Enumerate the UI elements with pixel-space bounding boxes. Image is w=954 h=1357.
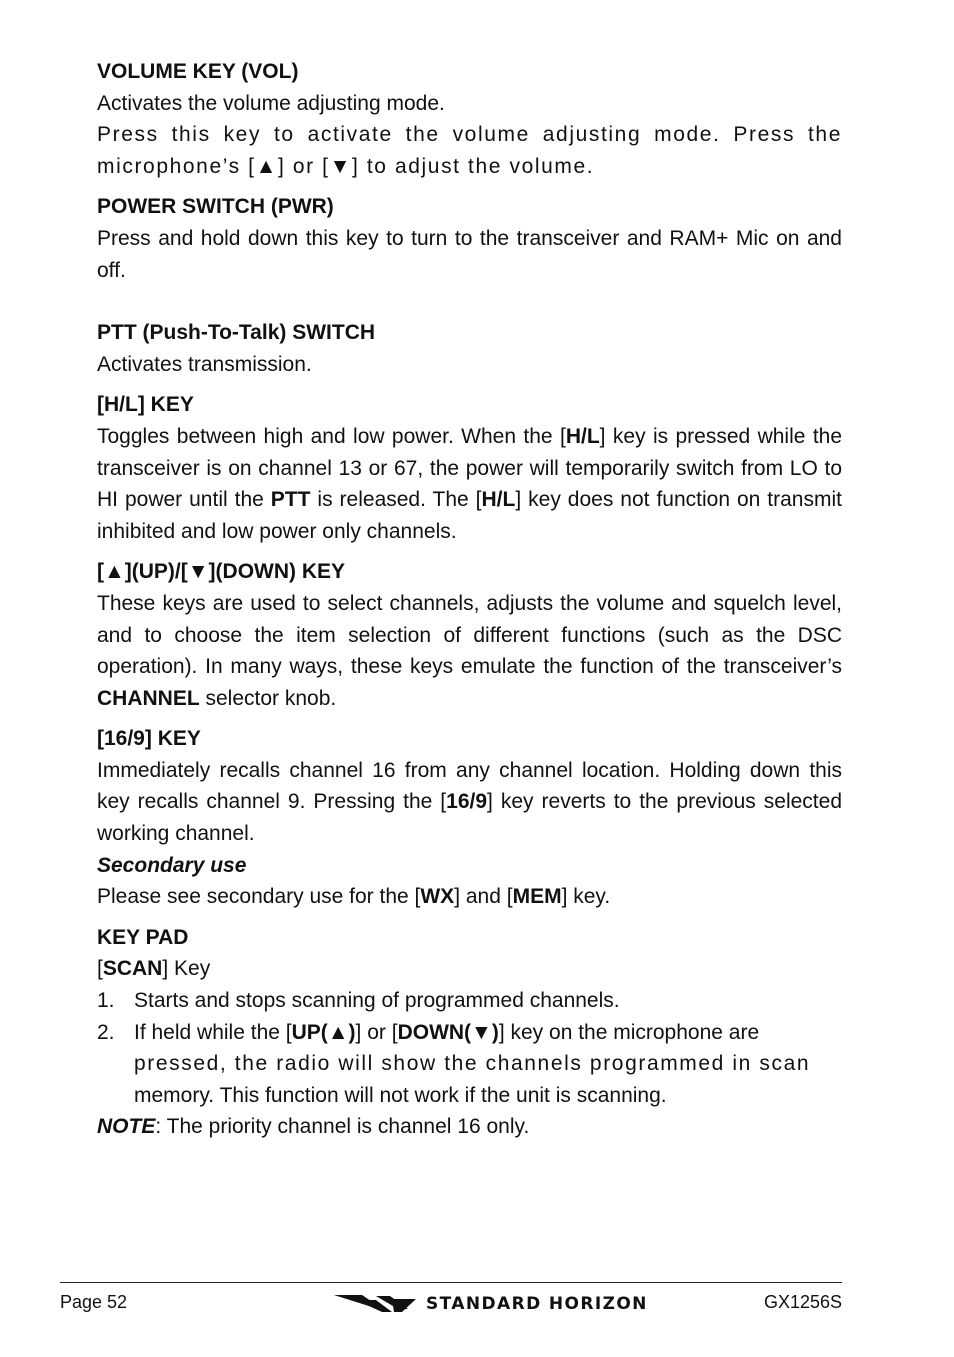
page-number: Page 52 [60, 1292, 128, 1312]
text-run: ] Key [162, 957, 211, 981]
heading-power-switch: POWER SWITCH (PWR) [97, 195, 334, 219]
section-key-pad [97, 922, 842, 1143]
bold-key-label: 16/9 [446, 790, 488, 814]
text-run: These keys are used to select channels, adjusts the volume and squelch level, and to choose the item selection of different functions (such as the DSC operation). In many ways, these keys emulate the function of the transceiver’s [97, 591, 842, 679]
bold-key-label: H/L [481, 488, 516, 512]
brand-name: STANDARD HORIZON [426, 1294, 648, 1314]
scan-key-label [97, 953, 842, 985]
section-power-switch [97, 191, 842, 286]
bold-key-label: SCAN [102, 957, 163, 981]
up-down-key-description [97, 588, 842, 714]
bold-key-label: PTT [270, 488, 311, 512]
16-9-key-description [97, 755, 842, 850]
heading-volume-key: VOLUME KEY (VOL) [97, 60, 299, 83]
heading-ptt-switch: PTT (Push-To-Talk) SWITCH [97, 321, 376, 345]
page-footer [60, 1292, 842, 1318]
text-run: is released. The [ [310, 488, 482, 512]
text-run: pressed, the radio will show the channels programmed in scan [134, 1052, 811, 1076]
text-run: ] and [ [454, 885, 513, 909]
text-run: If held while the [ [134, 1020, 292, 1044]
list-item-number: 2. [97, 1020, 115, 1044]
text-run: ] key reverts to the previous selected working channel. [97, 790, 842, 846]
section-volume-key [97, 56, 842, 182]
hl-key-description [97, 421, 842, 547]
scan-key-list [97, 985, 842, 1111]
section-hl-key [97, 389, 842, 547]
footer-divider [60, 1282, 842, 1283]
bold-key-label: MEM [512, 885, 562, 909]
bold-key-label: DOWN(▼) [397, 1020, 499, 1044]
text-run: [ [97, 957, 103, 981]
text-run: ] key is pressed while the transceiver is on channel 13 or 67, the power will temporarily switch from LO to HI power until the [97, 424, 843, 512]
secondary-use-heading: Secondary use [97, 853, 247, 877]
bold-key-label: UP(▲) [291, 1020, 356, 1044]
text-run: ] key does not function on transmit inhibited and low power only channels. [97, 488, 842, 543]
list-item-number: 1. [97, 989, 115, 1013]
note-label: NOTE [97, 1115, 156, 1139]
text-run: ] or [ [355, 1020, 398, 1044]
volume-key-description: Press this key to activate the volume adjusting mode. Press the microphone’s [▲] or [▼] to adjust the volume. [97, 123, 842, 178]
bold-key-label: CHANNEL [97, 686, 200, 710]
text-run: Immediately recalls channel 16 from any channel location. Holding down this key recalls channel 9. Pressing the [ [97, 758, 842, 814]
note-text: : The priority channel is channel 16 only. [155, 1115, 530, 1139]
section-16-9-key [97, 723, 842, 913]
list-item [97, 985, 842, 1017]
power-switch-description: Press and hold down this key to turn to the transceiver and RAM+ Mic on and off. [97, 226, 842, 282]
manual-page-content [97, 56, 842, 1152]
priority-note [97, 1111, 842, 1143]
text-run: ] key on the microphone are [498, 1020, 760, 1044]
heading-16-9-key: [16/9] KEY [97, 727, 201, 751]
brand-wave-logo-icon [332, 1293, 418, 1315]
section-up-down-key [97, 556, 842, 714]
volume-key-summary: Activates the volume adjusting mode. [97, 91, 445, 115]
bold-key-label: H/L [565, 424, 600, 448]
text-run: Please see secondary use for the [ [97, 885, 421, 909]
secondary-use-description [97, 881, 842, 913]
text-run: selector knob. [199, 686, 337, 710]
ptt-switch-description: Activates transmission. [97, 352, 312, 376]
text-run: ] key. [561, 885, 611, 909]
heading-hl-key: [H/L] KEY [97, 393, 194, 417]
brand-logo [332, 1291, 692, 1317]
heading-up-down-key: [▲](UP)/[▼](DOWN) KEY [97, 560, 346, 584]
model-number: GX1256S [763, 1292, 842, 1312]
text-run: Toggles between high and low power. When the [ [97, 424, 566, 448]
list-item-text: Starts and stops scanning of programmed channels. [134, 989, 620, 1013]
bold-key-label: WX [420, 885, 455, 909]
text-run: memory. This function will not work if the unit is scanning. [134, 1083, 667, 1107]
list-item-text [134, 1021, 810, 1107]
list-item [97, 1017, 842, 1112]
heading-key-pad: KEY PAD [97, 925, 189, 949]
section-ptt-switch [97, 317, 842, 380]
